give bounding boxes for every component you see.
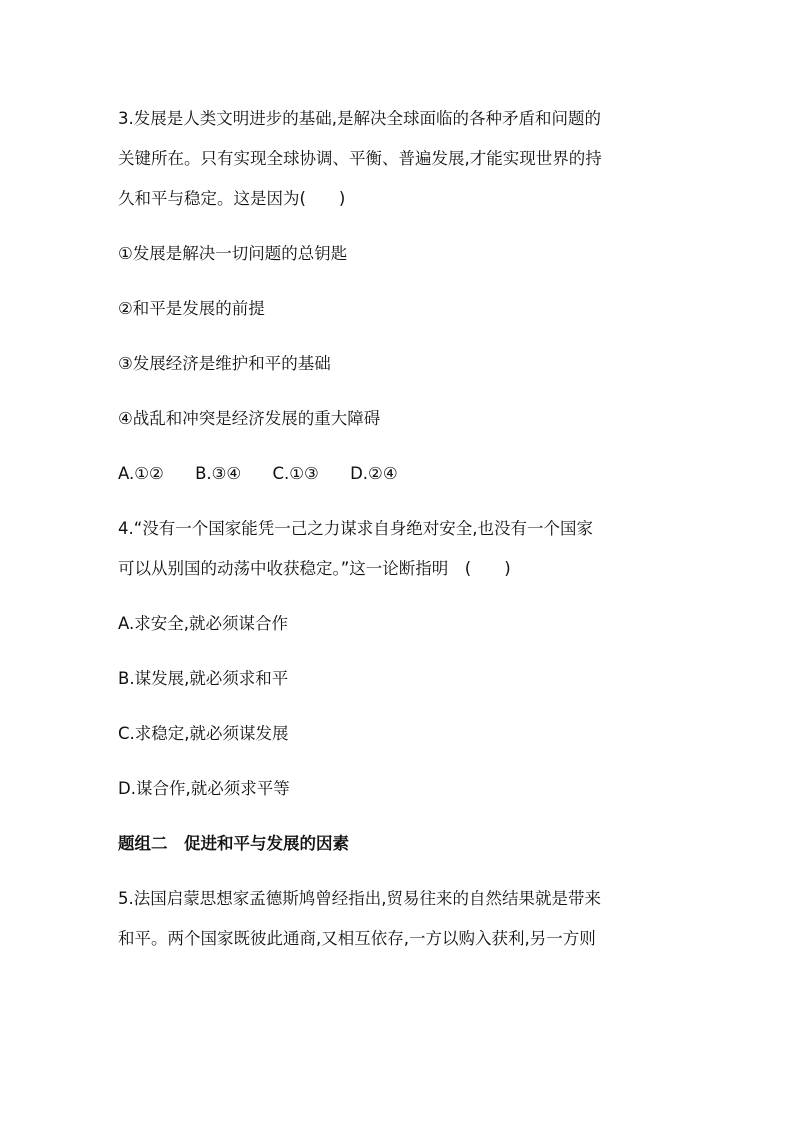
question-3-choice-a: A.①② — [118, 464, 164, 483]
question-5-stem-line-1: 5.法国启蒙思想家孟德斯鸠曾经指出,贸易往来的自然结果就是带来 — [118, 889, 601, 908]
question-3 — [118, 99, 694, 494]
question-3-item-2: ②和平是发展的前提 — [118, 299, 265, 318]
question-4-stem-line-1: 4.“没有一个国家能凭一己之力谋求自身绝对安全,也没有一个国家 — [118, 519, 594, 538]
question-3-item-4: ④战乱和冲突是经济发展的重大障碍 — [118, 409, 381, 428]
section-heading: 题组二 促进和平与发展的因素 — [118, 834, 349, 853]
question-4-choice-d: D.谋合作,就必须求平等 — [118, 779, 290, 798]
question-3-stem-line-2: 关键所在。只有实现全球协调、平衡、普遍发展,才能实现世界的持 — [118, 149, 602, 168]
question-4-choice-b: B.谋发展,就必须求和平 — [118, 669, 289, 688]
question-4 — [118, 509, 694, 809]
question-4-stem-line-2: 可以从别国的动荡中收获稳定。”这一论断指明 ( ) — [118, 559, 511, 578]
question-3-stem-line-3: 久和平与稳定。这是因为( ) — [118, 189, 346, 208]
question-3-item-1: ①发展是解决一切问题的总钥匙 — [118, 244, 348, 263]
question-3-choice-c: C.①③ — [272, 464, 319, 483]
question-5-stem-line-2: 和平。两个国家既彼此通商,又相互依存,一方以购入获利,另一方则 — [118, 929, 596, 948]
question-3-choice-d: D.②④ — [350, 464, 398, 483]
question-3-stem-line-1: 3.发展是人类文明进步的基础,是解决全球面临的各种矛盾和问题的 — [118, 109, 601, 128]
question-3-choices — [118, 454, 694, 494]
question-3-choice-b: B.③④ — [195, 464, 242, 483]
question-5 — [118, 879, 694, 959]
question-4-choice-c: C.求稳定,就必须谋发展 — [118, 724, 289, 743]
question-4-choice-a: A.求安全,就必须谋合作 — [118, 614, 288, 633]
question-3-item-3: ③发展经济是维护和平的基础 — [118, 354, 331, 373]
